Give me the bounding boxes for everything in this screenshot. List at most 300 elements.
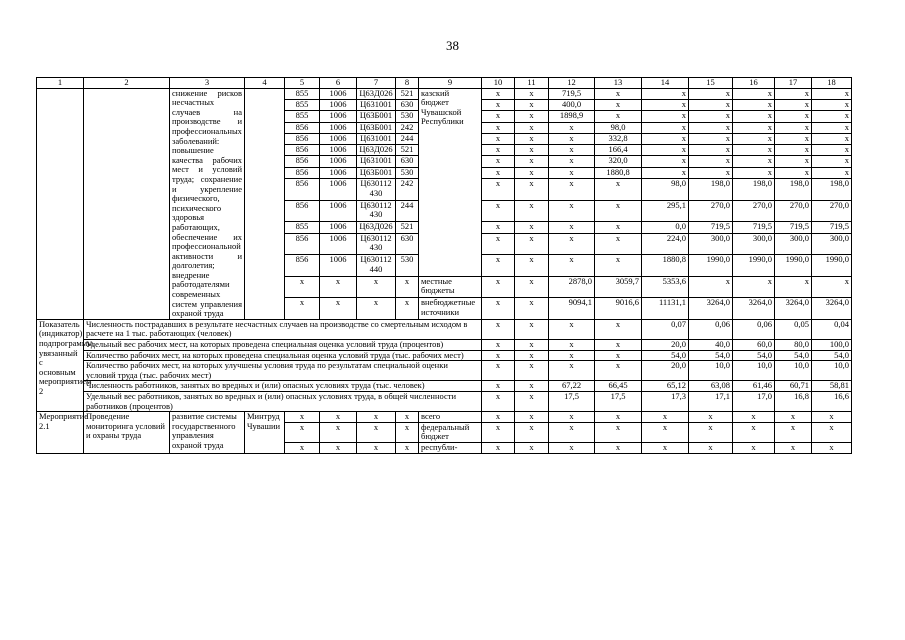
value-cell: x bbox=[775, 122, 812, 133]
value-cell: 719,5 bbox=[812, 222, 852, 233]
budget-code: Ц63Д026 bbox=[357, 145, 396, 156]
budget-code: 1006 bbox=[320, 200, 357, 222]
value-cell: 295,1 bbox=[642, 200, 689, 222]
budget-code: x bbox=[285, 442, 320, 453]
column-number: 15 bbox=[689, 78, 733, 89]
value-cell: x bbox=[775, 145, 812, 156]
value-cell: 300,0 bbox=[812, 233, 852, 255]
value-cell: x bbox=[642, 99, 689, 110]
value-cell: x bbox=[689, 111, 733, 122]
value-cell: 0,07 bbox=[642, 319, 689, 339]
value-cell: x bbox=[482, 88, 515, 99]
column-number: 12 bbox=[549, 78, 595, 89]
empty-cell bbox=[84, 88, 170, 319]
budget-code: x bbox=[357, 276, 396, 298]
funding-source: внебюджетные источники bbox=[419, 298, 482, 320]
value-cell: 16,8 bbox=[775, 392, 812, 412]
value-cell: x bbox=[642, 122, 689, 133]
value-cell: x bbox=[595, 340, 642, 351]
value-cell: x bbox=[515, 255, 549, 277]
column-number: 7 bbox=[357, 78, 396, 89]
measure-name: Проведение мониторинга условий и охраны труда bbox=[84, 412, 170, 453]
value-cell: x bbox=[689, 88, 733, 99]
budget-code: Ц630112 440 bbox=[357, 255, 396, 277]
value-cell: x bbox=[515, 111, 549, 122]
value-cell: 100,0 bbox=[812, 340, 852, 351]
table-row bbox=[37, 340, 852, 351]
budget-code: x bbox=[320, 412, 357, 423]
budget-code: 521 bbox=[396, 222, 419, 233]
value-cell: 224,0 bbox=[642, 233, 689, 255]
value-cell: x bbox=[515, 340, 549, 351]
value-cell: x bbox=[812, 99, 852, 110]
column-number: 6 bbox=[320, 78, 357, 89]
value-cell: 5353,6 bbox=[642, 276, 689, 298]
value-cell: x bbox=[642, 167, 689, 178]
budget-code: 521 bbox=[396, 88, 419, 99]
value-cell: x bbox=[482, 412, 515, 423]
value-cell: x bbox=[733, 145, 775, 156]
value-cell: 11131,1 bbox=[642, 298, 689, 320]
table-row bbox=[37, 350, 852, 361]
budget-code: 856 bbox=[285, 133, 320, 144]
value-cell: 0,04 bbox=[812, 319, 852, 339]
column-number: 10 bbox=[482, 78, 515, 89]
value-cell: x bbox=[775, 88, 812, 99]
budget-code: x bbox=[320, 298, 357, 320]
value-cell: 0,0 bbox=[642, 222, 689, 233]
value-cell: x bbox=[549, 122, 595, 133]
budget-code: 242 bbox=[396, 179, 419, 201]
value-cell: x bbox=[642, 88, 689, 99]
column-number: 14 bbox=[642, 78, 689, 89]
budget-code: 856 bbox=[285, 200, 320, 222]
value-cell: x bbox=[549, 133, 595, 144]
value-cell: x bbox=[733, 422, 775, 442]
value-cell: 98,0 bbox=[642, 179, 689, 201]
column-number: 17 bbox=[775, 78, 812, 89]
budget-code: 856 bbox=[285, 122, 320, 133]
value-cell: 17,0 bbox=[733, 392, 775, 412]
budget-code: 530 bbox=[396, 111, 419, 122]
budget-code: Ц63Д026 bbox=[357, 88, 396, 99]
budget-code: x bbox=[357, 412, 396, 423]
budget-code: 1006 bbox=[320, 156, 357, 167]
value-cell: x bbox=[515, 88, 549, 99]
value-cell: x bbox=[515, 276, 549, 298]
value-cell: x bbox=[733, 99, 775, 110]
value-cell: 54,0 bbox=[812, 350, 852, 361]
value-cell: 60,71 bbox=[775, 381, 812, 392]
column-number: 13 bbox=[595, 78, 642, 89]
column-number: 16 bbox=[733, 78, 775, 89]
budget-code: 856 bbox=[285, 145, 320, 156]
value-cell: x bbox=[775, 442, 812, 453]
value-cell: x bbox=[515, 392, 549, 412]
budget-code: 244 bbox=[396, 200, 419, 222]
value-cell: x bbox=[812, 422, 852, 442]
value-cell: x bbox=[689, 167, 733, 178]
value-cell: 10,0 bbox=[775, 361, 812, 381]
value-cell: 270,0 bbox=[733, 200, 775, 222]
value-cell: x bbox=[515, 422, 549, 442]
event-description: снижение рисков несчастных случаев на производстве и профессиональных заболеваний: повышение качества рабочих мест и условий труда; сохранение и укрепление физического, психического здоровья работающих, обеспечение их профессиональной активности и долголетия; внедрение работодателями современных систем управления охраной труда bbox=[170, 88, 245, 319]
value-cell: x bbox=[812, 167, 852, 178]
value-cell: x bbox=[549, 442, 595, 453]
value-cell: 9094,1 bbox=[549, 298, 595, 320]
value-cell: x bbox=[775, 111, 812, 122]
empty-cell bbox=[37, 88, 84, 319]
value-cell: 1990,0 bbox=[812, 255, 852, 277]
value-cell: 1990,0 bbox=[689, 255, 733, 277]
value-cell: 54,0 bbox=[689, 350, 733, 361]
value-cell: x bbox=[515, 298, 549, 320]
value-cell: x bbox=[812, 111, 852, 122]
value-cell: 80,0 bbox=[775, 340, 812, 351]
value-cell: x bbox=[482, 99, 515, 110]
value-cell: 719,5 bbox=[775, 222, 812, 233]
budget-code: 855 bbox=[285, 111, 320, 122]
budget-code: 630 bbox=[396, 156, 419, 167]
value-cell: x bbox=[482, 233, 515, 255]
value-cell: x bbox=[733, 122, 775, 133]
value-cell: 98,0 bbox=[595, 122, 642, 133]
value-cell: x bbox=[689, 412, 733, 423]
value-cell: 63,08 bbox=[689, 381, 733, 392]
budget-code: x bbox=[285, 422, 320, 442]
budget-code: 530 bbox=[396, 255, 419, 277]
budget-code: Ц631001 bbox=[357, 99, 396, 110]
value-cell: x bbox=[642, 412, 689, 423]
budget-code: 1006 bbox=[320, 167, 357, 178]
value-cell: 300,0 bbox=[689, 233, 733, 255]
value-cell: 17,3 bbox=[642, 392, 689, 412]
value-cell: x bbox=[812, 442, 852, 453]
value-cell: 20,0 bbox=[642, 340, 689, 351]
budget-code: 1006 bbox=[320, 179, 357, 201]
value-cell: x bbox=[733, 412, 775, 423]
value-cell: x bbox=[642, 145, 689, 156]
value-cell: 719,5 bbox=[689, 222, 733, 233]
value-cell: x bbox=[482, 422, 515, 442]
value-cell: x bbox=[515, 412, 549, 423]
value-cell: x bbox=[549, 179, 595, 201]
value-cell: x bbox=[549, 145, 595, 156]
budget-code: x bbox=[357, 442, 396, 453]
budget-code: 1006 bbox=[320, 145, 357, 156]
page-number: 38 bbox=[446, 38, 459, 53]
empty-cell bbox=[245, 88, 285, 319]
value-cell: x bbox=[549, 156, 595, 167]
value-cell: 166,4 bbox=[595, 145, 642, 156]
value-cell: 719,5 bbox=[733, 222, 775, 233]
value-cell: 58,81 bbox=[812, 381, 852, 392]
value-cell: x bbox=[775, 167, 812, 178]
value-cell: x bbox=[482, 156, 515, 167]
value-cell: x bbox=[642, 156, 689, 167]
value-cell: x bbox=[642, 111, 689, 122]
budget-code: 1006 bbox=[320, 88, 357, 99]
value-cell: x bbox=[689, 122, 733, 133]
column-number: 8 bbox=[396, 78, 419, 89]
table-row bbox=[37, 361, 852, 381]
funding-source: всего bbox=[419, 412, 482, 423]
value-cell: x bbox=[549, 361, 595, 381]
value-cell: x bbox=[733, 167, 775, 178]
value-cell: 1990,0 bbox=[733, 255, 775, 277]
value-cell: x bbox=[642, 442, 689, 453]
value-cell: x bbox=[515, 156, 549, 167]
funding-source: республи- bbox=[419, 442, 482, 453]
value-cell: x bbox=[775, 133, 812, 144]
value-cell: 17,5 bbox=[595, 392, 642, 412]
value-cell: x bbox=[642, 422, 689, 442]
table-row bbox=[37, 412, 852, 423]
value-cell: 10,0 bbox=[733, 361, 775, 381]
value-cell: x bbox=[515, 99, 549, 110]
value-cell: x bbox=[482, 111, 515, 122]
budget-code: Ц630112 430 bbox=[357, 179, 396, 201]
value-cell: x bbox=[549, 412, 595, 423]
value-cell: x bbox=[595, 361, 642, 381]
value-cell: x bbox=[595, 88, 642, 99]
value-cell: x bbox=[595, 442, 642, 453]
budget-code: 1006 bbox=[320, 99, 357, 110]
value-cell: x bbox=[733, 88, 775, 99]
value-cell: x bbox=[595, 222, 642, 233]
funding-source: казский бюджет Чувашской Республики bbox=[419, 88, 482, 276]
value-cell: 3264,0 bbox=[812, 298, 852, 320]
value-cell: x bbox=[515, 350, 549, 361]
value-cell: x bbox=[812, 122, 852, 133]
value-cell: x bbox=[775, 99, 812, 110]
table-row bbox=[37, 78, 852, 89]
value-cell: x bbox=[482, 319, 515, 339]
value-cell: x bbox=[515, 442, 549, 453]
budget-code: Ц631001 bbox=[357, 133, 396, 144]
budget-code: 856 bbox=[285, 179, 320, 201]
value-cell: x bbox=[812, 276, 852, 298]
value-cell: x bbox=[595, 179, 642, 201]
value-cell: x bbox=[482, 255, 515, 277]
value-cell: x bbox=[549, 233, 595, 255]
budget-code: x bbox=[357, 422, 396, 442]
value-cell: x bbox=[482, 276, 515, 298]
value-cell: x bbox=[482, 222, 515, 233]
value-cell: 3059,7 bbox=[595, 276, 642, 298]
indicator-text: Удельный вес рабочих мест, на которых проведена специальная оценка условий труда (процентов) bbox=[84, 340, 482, 351]
value-cell: x bbox=[733, 276, 775, 298]
value-cell: x bbox=[482, 340, 515, 351]
value-cell: x bbox=[689, 422, 733, 442]
column-number: 1 bbox=[37, 78, 84, 89]
value-cell: x bbox=[482, 392, 515, 412]
value-cell: x bbox=[775, 156, 812, 167]
value-cell: 3264,0 bbox=[689, 298, 733, 320]
value-cell: x bbox=[482, 298, 515, 320]
value-cell: x bbox=[549, 340, 595, 351]
value-cell: 1880,8 bbox=[595, 167, 642, 178]
value-cell: 10,0 bbox=[812, 361, 852, 381]
budget-code: 1006 bbox=[320, 111, 357, 122]
value-cell: x bbox=[812, 88, 852, 99]
value-cell: 198,0 bbox=[733, 179, 775, 201]
budget-code: Ц63Д026 bbox=[357, 222, 396, 233]
budget-code: 244 bbox=[396, 133, 419, 144]
value-cell: 300,0 bbox=[733, 233, 775, 255]
value-cell: x bbox=[549, 319, 595, 339]
value-cell: x bbox=[482, 200, 515, 222]
value-cell: x bbox=[812, 156, 852, 167]
measure-executor: Минтруд Чувашии bbox=[245, 412, 285, 453]
value-cell: x bbox=[482, 179, 515, 201]
value-cell: 10,0 bbox=[689, 361, 733, 381]
value-cell: 66,45 bbox=[595, 381, 642, 392]
value-cell: 1898,9 bbox=[549, 111, 595, 122]
value-cell: x bbox=[689, 133, 733, 144]
value-cell: 270,0 bbox=[689, 200, 733, 222]
value-cell: x bbox=[595, 200, 642, 222]
measure-goal: развитие системы государственного управления охраной труда bbox=[170, 412, 245, 453]
value-cell: x bbox=[595, 111, 642, 122]
value-cell: x bbox=[515, 200, 549, 222]
budget-code: 856 bbox=[285, 233, 320, 255]
budget-code: 1006 bbox=[320, 222, 357, 233]
value-cell: x bbox=[515, 222, 549, 233]
budget-code: Ц630112 430 bbox=[357, 200, 396, 222]
value-cell: 1990,0 bbox=[775, 255, 812, 277]
column-number: 3 bbox=[170, 78, 245, 89]
value-cell: x bbox=[482, 350, 515, 361]
value-cell: 54,0 bbox=[733, 350, 775, 361]
value-cell: x bbox=[482, 133, 515, 144]
program-table bbox=[36, 77, 852, 454]
value-cell: x bbox=[595, 422, 642, 442]
value-cell: x bbox=[689, 276, 733, 298]
value-cell: 61,46 bbox=[733, 381, 775, 392]
value-cell: x bbox=[775, 422, 812, 442]
budget-code: 856 bbox=[285, 167, 320, 178]
table-row bbox=[37, 319, 852, 339]
column-number: 4 bbox=[245, 78, 285, 89]
value-cell: 9016,6 bbox=[595, 298, 642, 320]
budget-code: x bbox=[396, 298, 419, 320]
value-cell: x bbox=[549, 200, 595, 222]
value-cell: x bbox=[689, 99, 733, 110]
value-cell: 65,12 bbox=[642, 381, 689, 392]
value-cell: 17,1 bbox=[689, 392, 733, 412]
value-cell: x bbox=[482, 145, 515, 156]
value-cell: 67,22 bbox=[549, 381, 595, 392]
budget-code: Ц63Б001 bbox=[357, 111, 396, 122]
column-number: 5 bbox=[285, 78, 320, 89]
value-cell: x bbox=[595, 350, 642, 361]
value-cell: 20,0 bbox=[642, 361, 689, 381]
value-cell: x bbox=[733, 156, 775, 167]
value-cell: x bbox=[549, 255, 595, 277]
value-cell: 270,0 bbox=[812, 200, 852, 222]
value-cell: 198,0 bbox=[689, 179, 733, 201]
value-cell: 2878,0 bbox=[549, 276, 595, 298]
value-cell: x bbox=[689, 156, 733, 167]
value-cell: x bbox=[595, 319, 642, 339]
value-cell: 198,0 bbox=[775, 179, 812, 201]
table-row bbox=[37, 381, 852, 392]
budget-code: x bbox=[285, 298, 320, 320]
budget-code: x bbox=[320, 276, 357, 298]
value-cell: x bbox=[482, 122, 515, 133]
budget-code: 855 bbox=[285, 88, 320, 99]
value-cell: x bbox=[515, 361, 549, 381]
column-number: 9 bbox=[419, 78, 482, 89]
value-cell: x bbox=[549, 422, 595, 442]
budget-code: 1006 bbox=[320, 122, 357, 133]
budget-code: 855 bbox=[285, 222, 320, 233]
value-cell: x bbox=[549, 222, 595, 233]
budget-code: 1006 bbox=[320, 133, 357, 144]
value-cell: 719,5 bbox=[549, 88, 595, 99]
budget-code: 242 bbox=[396, 122, 419, 133]
value-cell: 54,0 bbox=[642, 350, 689, 361]
funding-source: федеральный бюджет bbox=[419, 422, 482, 442]
value-cell: x bbox=[482, 381, 515, 392]
funding-source: местные бюджеты bbox=[419, 276, 482, 298]
value-cell: x bbox=[733, 133, 775, 144]
table-row bbox=[37, 392, 852, 412]
indicator-text: Количество рабочих мест, на которых улучшены условия труда по результатам специальной оценки условий труда (тыс. рабочих мест) bbox=[84, 361, 482, 381]
value-cell: 400,0 bbox=[549, 99, 595, 110]
value-cell: 54,0 bbox=[775, 350, 812, 361]
value-cell: x bbox=[775, 276, 812, 298]
value-cell: 40,0 bbox=[689, 340, 733, 351]
value-cell: 320,0 bbox=[595, 156, 642, 167]
budget-code: x bbox=[396, 412, 419, 423]
budget-code: x bbox=[320, 442, 357, 453]
value-cell: x bbox=[733, 111, 775, 122]
value-cell: 60,0 bbox=[733, 340, 775, 351]
value-cell: x bbox=[515, 179, 549, 201]
value-cell: x bbox=[642, 133, 689, 144]
value-cell: x bbox=[812, 145, 852, 156]
column-number: 18 bbox=[812, 78, 852, 89]
value-cell: x bbox=[775, 412, 812, 423]
value-cell: x bbox=[812, 412, 852, 423]
value-cell: x bbox=[549, 350, 595, 361]
budget-code: 856 bbox=[285, 156, 320, 167]
budget-code: 630 bbox=[396, 233, 419, 255]
value-cell: 332,8 bbox=[595, 133, 642, 144]
value-cell: 0,05 bbox=[775, 319, 812, 339]
budget-code: 1006 bbox=[320, 255, 357, 277]
value-cell: x bbox=[515, 167, 549, 178]
value-cell: x bbox=[482, 361, 515, 381]
value-cell: x bbox=[515, 319, 549, 339]
budget-code: 855 bbox=[285, 99, 320, 110]
value-cell: 16,6 bbox=[812, 392, 852, 412]
value-cell: x bbox=[515, 145, 549, 156]
budget-code: Ц630112 430 bbox=[357, 233, 396, 255]
budget-code: x bbox=[396, 422, 419, 442]
value-cell: 3264,0 bbox=[733, 298, 775, 320]
value-cell: x bbox=[482, 442, 515, 453]
budget-code: Ц63Б001 bbox=[357, 167, 396, 178]
value-cell: x bbox=[689, 442, 733, 453]
value-cell: 198,0 bbox=[812, 179, 852, 201]
value-cell: x bbox=[515, 381, 549, 392]
budget-code: Ц63Б001 bbox=[357, 122, 396, 133]
indicator-text: Количество рабочих мест, на которых проведена специальная оценка условий труда (тыс. рабочих мест) bbox=[84, 350, 482, 361]
value-cell: x bbox=[595, 233, 642, 255]
